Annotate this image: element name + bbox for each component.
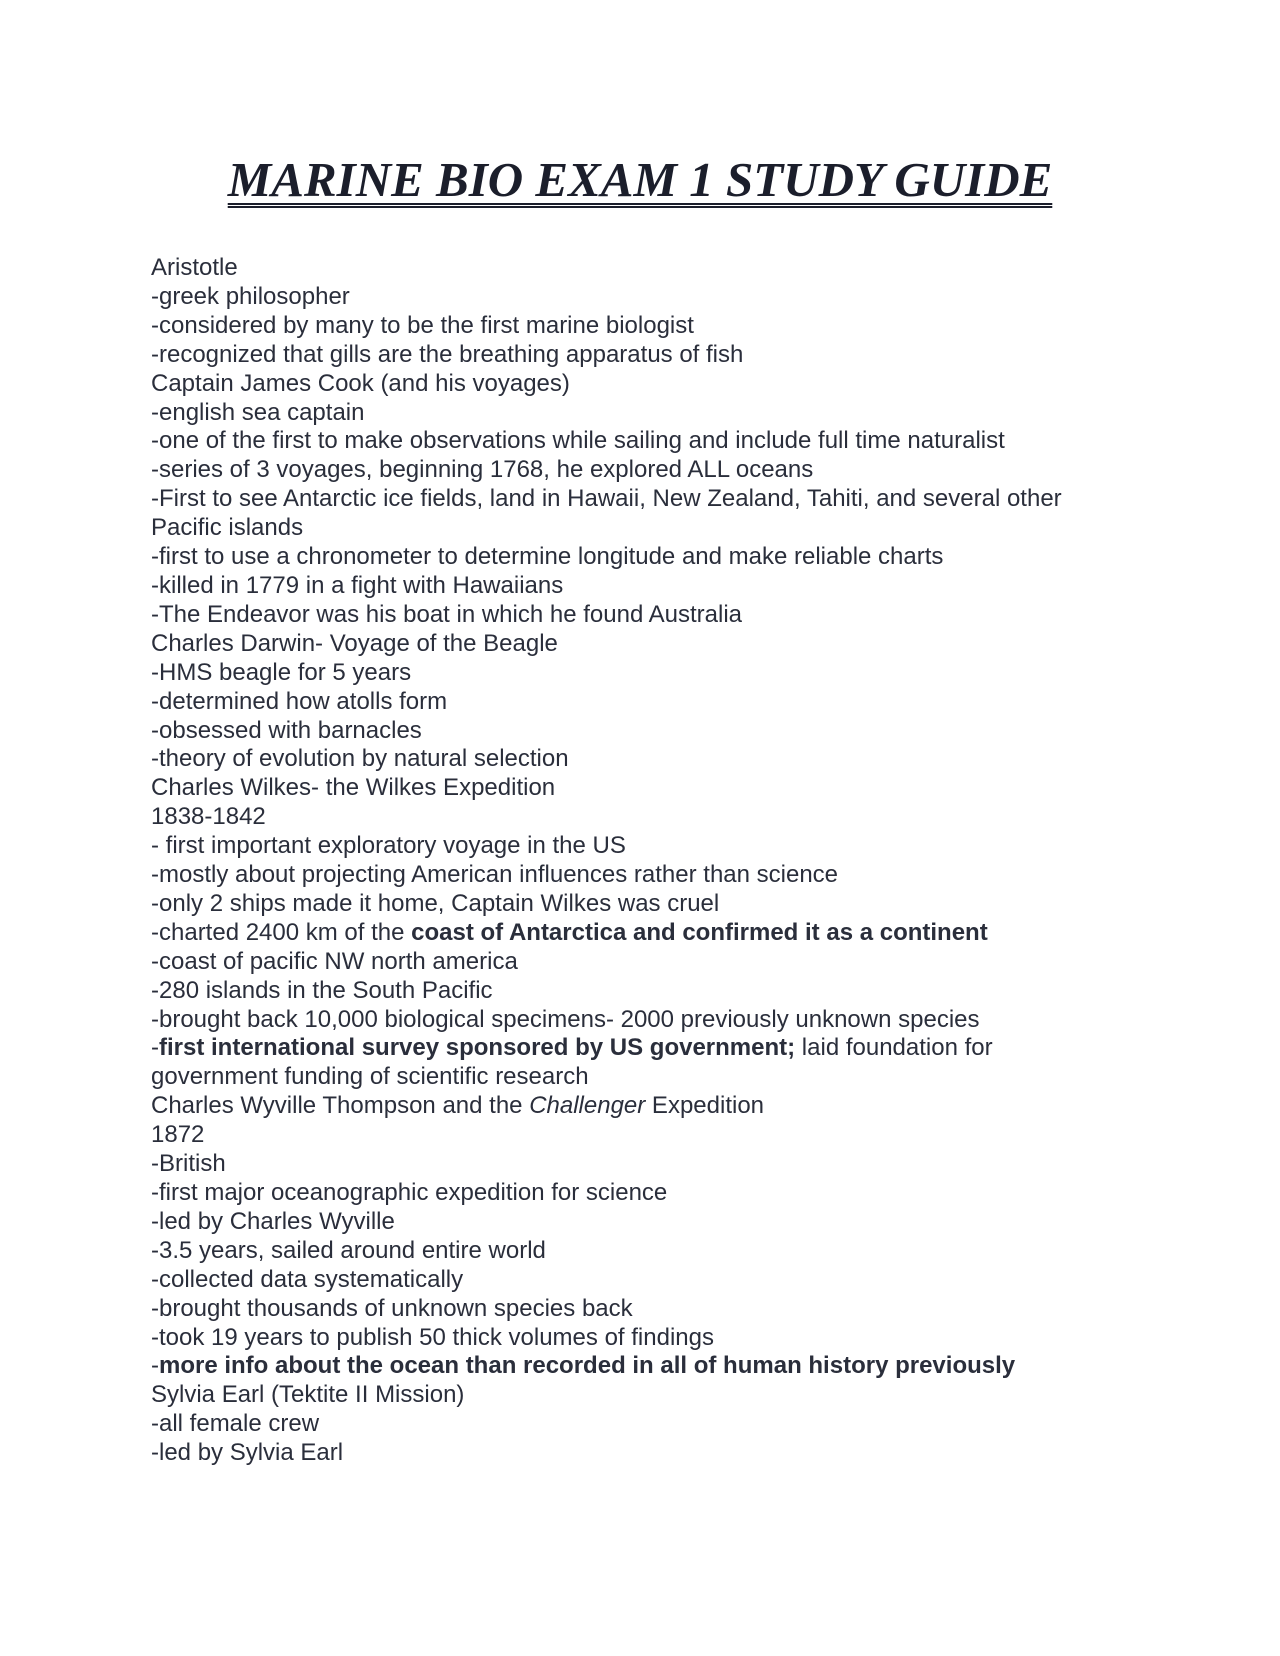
italic-text: Challenger [529,1092,646,1120]
text-line: -coast of pacific NW north america [151,947,518,975]
text-line: -brought thousands of unknown species back [151,1294,633,1322]
text-line: -led by Charles Wyville [151,1207,395,1235]
text-span: -charted 2400 km of the [151,918,412,946]
text-line: government funding of scientific research [151,1063,589,1091]
text-line: -3.5 years, sailed around entire world [151,1236,546,1264]
text-line: -took 19 years to publish 50 thick volumes of findings [151,1323,714,1351]
text-line [151,1092,1151,1121]
text-span: Expedition [645,1092,765,1120]
text-line: -english sea captain [151,398,365,426]
text-line: -The Endeavor was his boat in which he found Australia [151,600,743,628]
text-span: laid foundation for [795,1034,993,1062]
text-line: -collected data systematically [151,1265,464,1293]
text-line: Sylvia Earl (Tektite II Mission) [151,1381,465,1409]
text-line: Charles Darwin- Voyage of the Beagle [151,629,558,657]
text-line: Charles Wilkes- the Wilkes Expedition [151,774,556,802]
text-line: -obsessed with barnacles [151,716,422,744]
document-title [0,150,1280,210]
text-line: Aristotle [151,254,238,281]
bold-text: coast of Antarctica and confirmed it as a continent [411,918,988,946]
text-line: -all female crew [151,1410,320,1438]
document-body [151,254,1151,1468]
text-line: - first important exploratory voyage in the US [151,832,626,860]
text-line: -series of 3 voyages, beginning 1768, he explored ALL oceans [151,456,814,484]
text-line: Captain James Cook (and his voyages) [151,369,570,397]
text-line: -mostly about projecting American influences rather than science [151,861,839,889]
text-line: Pacific islands [151,514,304,542]
text-line: -brought back 10,000 biological specimens- 2000 previously unknown species [151,1005,980,1033]
text-line: -greek philosopher [151,282,350,310]
text-line: -280 islands in the South Pacific [151,976,493,1004]
text-line: -theory of evolution by natural selection [151,745,569,773]
text-line: -one of the first to make observations while sailing and include full time naturalist [151,427,1005,455]
text-line [151,1034,1151,1063]
text-line [151,1352,1151,1381]
bold-text: first international survey sponsored by US government; [159,1034,796,1062]
text-line: 1838-1842 [151,803,266,831]
text-span: - [151,1034,159,1062]
text-line: -first to use a chronometer to determine longitude and make reliable charts [151,543,944,571]
text-line: -First to see Antarctic ice fields, land in Hawaii, New Zealand, Tahiti, and several other [151,485,1062,513]
bold-text: more info about the ocean than recorded in all of human history previously [159,1352,1016,1380]
text-line: -recognized that gills are the breathing apparatus of fish [151,340,744,368]
text-line: -killed in 1779 in a fight with Hawaiians [151,571,564,599]
text-line [151,919,1151,948]
text-line: -first major oceanographic expedition for science [151,1179,668,1206]
text-line: -considered by many to be the first marine biologist [151,311,694,339]
document-title-text: MARINE BIO EXAM 1 STUDY GUIDE [227,152,1053,207]
text-span: Charles Wyville Thompson and the [151,1092,530,1120]
text-span: - [151,1352,159,1380]
text-line: -determined how atolls form [151,687,448,715]
text-line: -HMS beagle for 5 years [151,658,412,686]
text-line: -only 2 ships made it home, Captain Wilkes was cruel [151,889,720,917]
text-line: 1872 [151,1121,205,1149]
text-line: -led by Sylvia Earl [151,1439,344,1467]
text-line: -British [151,1150,226,1178]
